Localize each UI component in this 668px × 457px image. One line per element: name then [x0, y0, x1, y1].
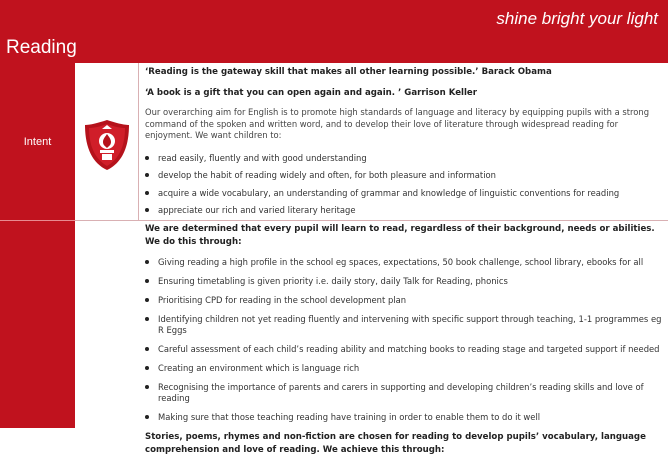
intent-content [145, 66, 665, 223]
implementation-list [145, 257, 665, 423]
list-item: Identifying children not yet reading fluently and intervening with specific support through teaching, 1-1 programmes eg R Eggs [145, 314, 665, 336]
list-item: read easily, fluently and with good understanding [145, 153, 665, 164]
bullet-icon [145, 317, 149, 321]
list-item: Making sure that those teaching reading have training in order to enable them to do it well [145, 412, 665, 423]
list-item: Giving reading a high profile in the school eg spaces, expectations, 50 book challenge, school library, ebooks for all [145, 257, 665, 268]
school-crest-icon [82, 117, 132, 172]
bullet-icon [145, 260, 149, 264]
list-item: appreciate our rich and varied literary heritage [145, 205, 665, 216]
list-item: Recognising the importance of parents and carers in supporting and developing children’s reading skills and love of reading [145, 382, 665, 404]
implementation-content [145, 223, 665, 457]
section-divider [0, 220, 75, 221]
bullet-icon [145, 347, 149, 351]
bullet-icon [145, 173, 149, 177]
intent-label: Intent [23, 136, 52, 148]
quote-keller: ‘A book is a gift that you can open again and again. ’ Garrison Keller [145, 88, 477, 98]
bullet-icon [145, 156, 149, 160]
section-label-column [0, 63, 75, 428]
bullet-icon [145, 191, 149, 195]
bullet-icon [145, 366, 149, 370]
implementation-closing: Stories, poems, rhymes and non-fiction are chosen for reading to develop pupils’ vocabulary, language comprehension and love of reading. We achieve this through: [145, 432, 646, 455]
tagline: shine bright your light [496, 9, 658, 28]
implementation-heading: We are determined that every pupil will learn to read, regardless of their background, needs or abilities. We do this through: [145, 224, 655, 247]
intent-intro: Our overarching aim for English is to promote high standards of language and literacy by equipping pupils with a strong command of the spoken and written word, and to develop their love of literature through widespread reading for enjoyment. We want children to: [145, 107, 650, 140]
list-item: Ensuring timetabling is given priority i.e. daily story, daily Talk for Reading, phonics [145, 276, 665, 287]
bullet-icon [145, 415, 149, 419]
intent-aims-list [145, 153, 665, 217]
page-title: Reading [6, 37, 77, 58]
bullet-icon [145, 298, 149, 302]
bullet-icon [145, 208, 149, 212]
header-banner [0, 0, 668, 63]
logo-column [75, 63, 139, 220]
list-item: Careful assessment of each child’s reading ability and matching books to reading stage and targeted support if needed [145, 344, 665, 355]
list-item: develop the habit of reading widely and often, for both pleasure and information [145, 170, 665, 181]
bullet-icon [145, 279, 149, 283]
quote-obama: ‘Reading is the gateway skill that makes all other learning possible.’ Barack Obama [145, 67, 552, 77]
list-item: Creating an environment which is language rich [145, 363, 665, 374]
list-item: Prioritising CPD for reading in the school development plan [145, 295, 665, 306]
list-item: acquire a wide vocabulary, an understanding of grammar and knowledge of linguistic conventions for reading [145, 188, 665, 199]
bullet-icon [145, 385, 149, 389]
